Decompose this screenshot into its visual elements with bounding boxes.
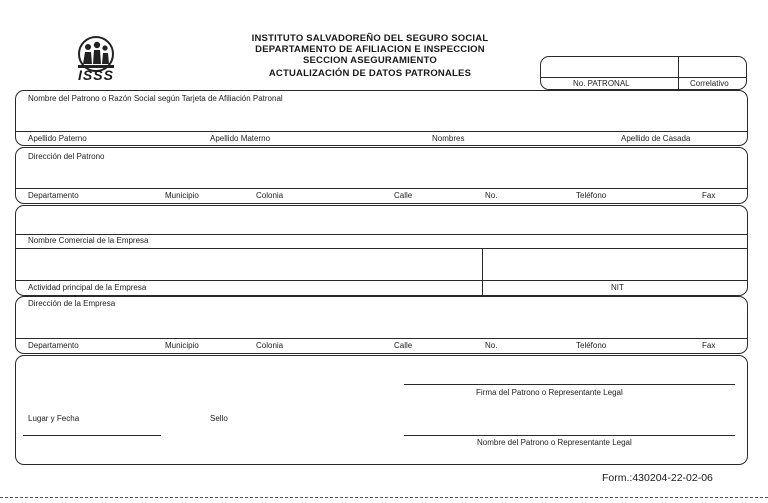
empresa-municipio-label: Municipio [165, 341, 199, 350]
colonia-label: Colonia [256, 191, 284, 200]
empresa-address-title: Dirección de la Empresa [28, 299, 116, 308]
form-code: Form.:430204-22-02-06 [602, 472, 713, 484]
numero-label: No. [485, 191, 498, 200]
fax-label: Fax [702, 191, 716, 200]
actividad-label: Actividad principal de la Empresa [28, 283, 147, 292]
cut-line [0, 497, 768, 498]
title-line-2: DEPARTAMENTO DE AFILIACION E INSPECCION [255, 44, 485, 55]
title-line-1: INSTITUTO SALVADOREÑO DEL SEGURO SOCIAL [251, 33, 489, 44]
correlativo-label: Correlativo [690, 79, 729, 88]
apellido-materno-label: Apellido Materno [210, 134, 271, 143]
logo-text: ISSS [78, 67, 114, 83]
nombre-representante-label: Nombre del Patrono o Representante Legal [477, 438, 632, 447]
sello-label: Sello [210, 414, 228, 423]
patrono-address-section[interactable] [15, 147, 748, 204]
no-patronal-label: No. PATRONAL [573, 79, 630, 88]
empresa-numero-label: No. [485, 341, 498, 350]
calle-label: Calle [394, 191, 413, 200]
firma-label: Firma del Patrono o Representante Legal [476, 388, 623, 397]
patrono-name-title: Nombre del Patrono o Razón Social según Tarjeta de Afiliación Patronal [28, 94, 283, 103]
apellido-paterno-label: Apellido Paterno [28, 134, 87, 143]
empresa-address-section[interactable] [15, 296, 748, 354]
nombres-label: Nombres [432, 134, 465, 143]
nit-label: NIT [611, 283, 624, 292]
empresa-fax-label: Fax [702, 341, 716, 350]
empresa-telefono-label: Teléfono [576, 341, 607, 350]
title-line-4: ACTUALIZACIÓN DE DATOS PATRONALES [268, 68, 472, 79]
signature-section[interactable] [15, 355, 748, 465]
empresa-departamento-label: Departamento [28, 341, 79, 350]
empresa-colonia-label: Colonia [256, 341, 284, 350]
departamento-label: Departamento [28, 191, 79, 200]
patrono-address-title: Dirección del Patrono [28, 152, 105, 161]
telefono-label: Teléfono [576, 191, 607, 200]
apellido-casada-label: Apellido de Casada [621, 134, 691, 143]
title-line-3: SECCION ASEGURAMIENTO [302, 55, 438, 66]
empresa-calle-label: Calle [394, 341, 413, 350]
nombre-comercial-label: Nombre Comercial de la Empresa [28, 236, 149, 245]
municipio-label: Municipio [165, 191, 199, 200]
lugar-fecha-label: Lugar y Fecha [28, 414, 80, 423]
